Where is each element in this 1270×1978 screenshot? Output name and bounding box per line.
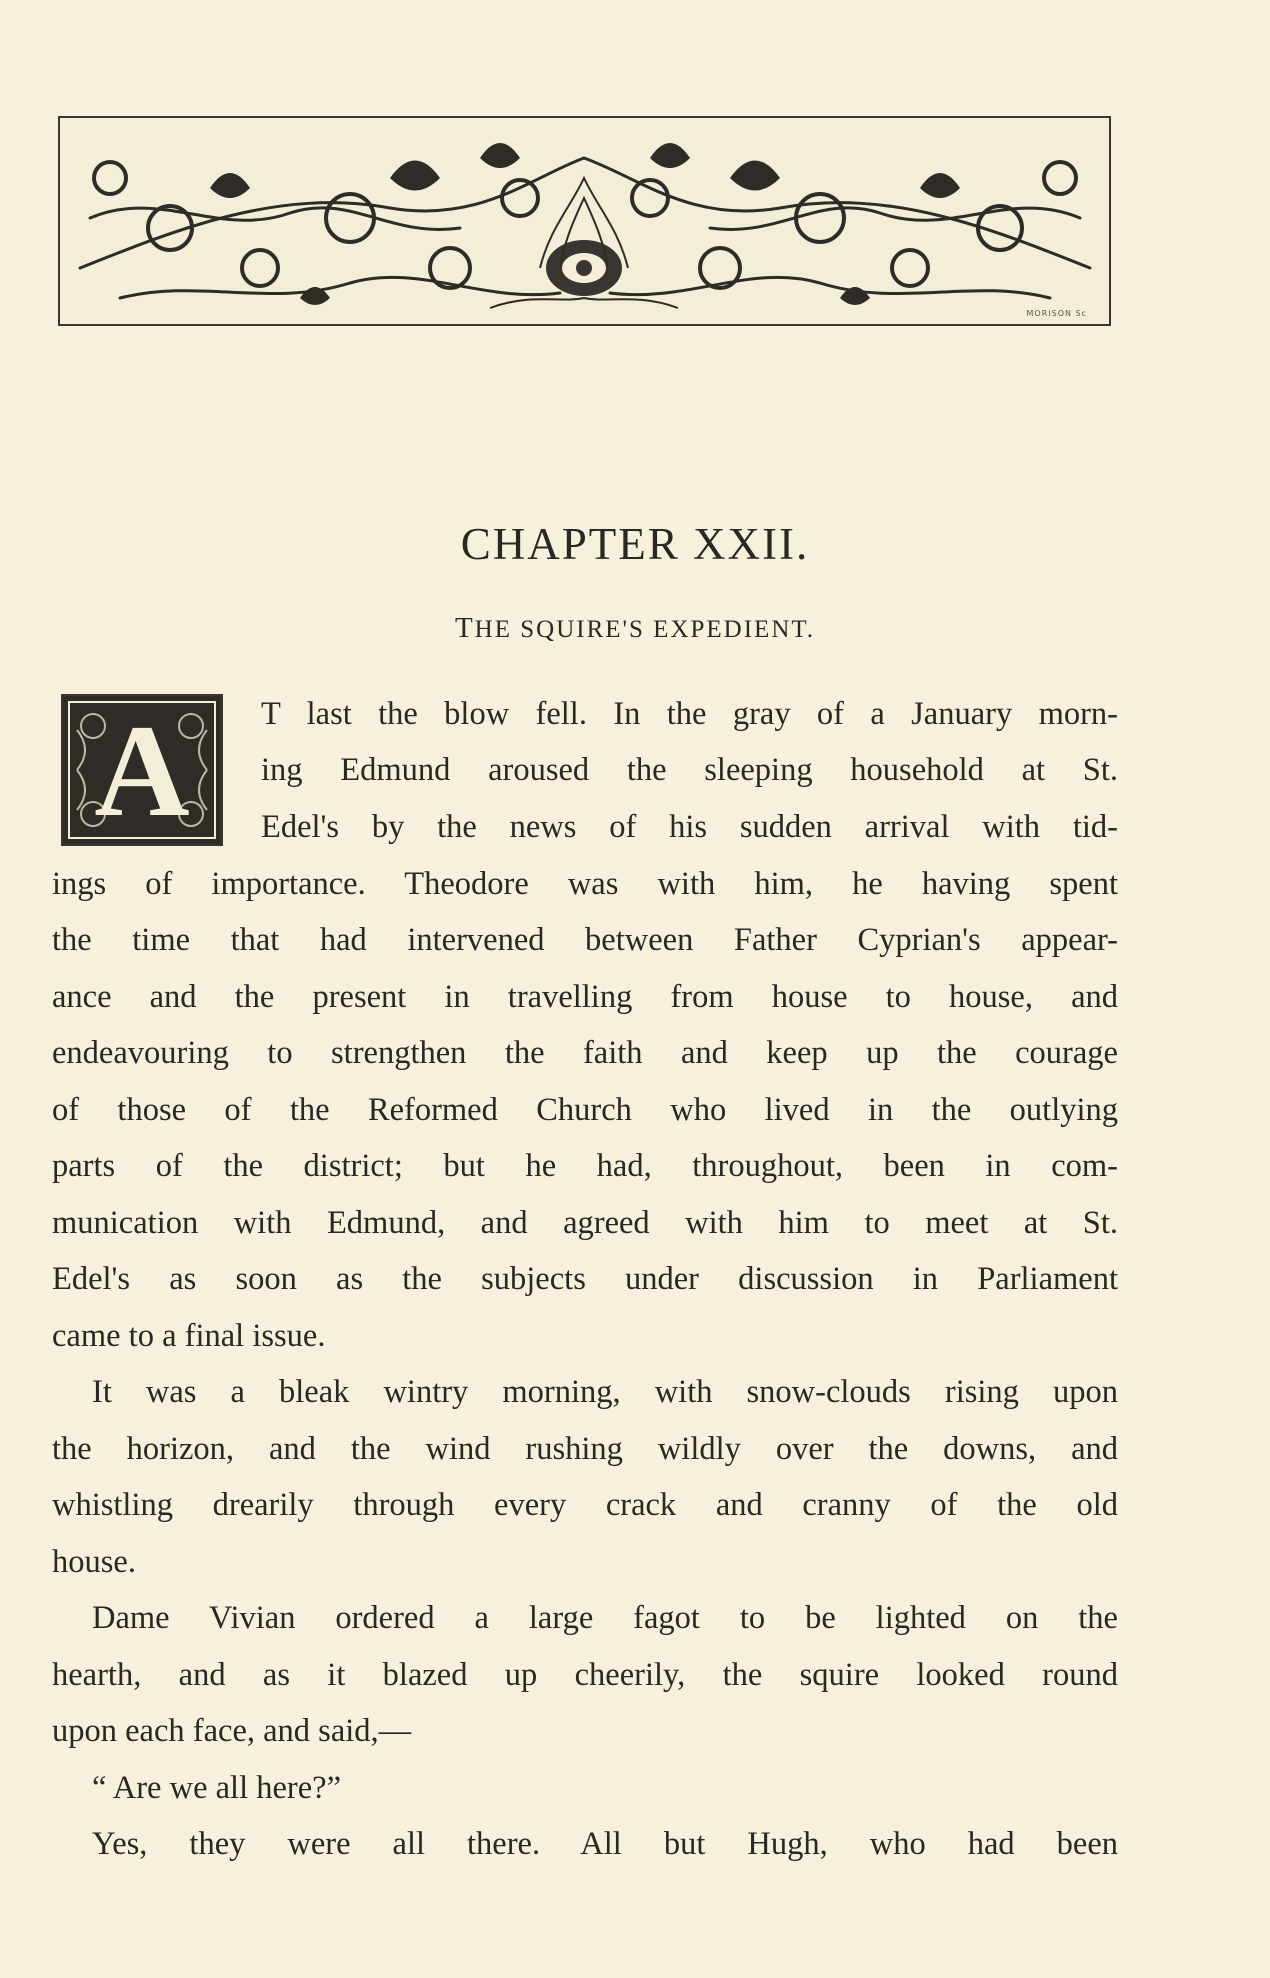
text-line-13: It was a bleak wintry morning, with snow-clouds rising upon <box>92 1374 1118 1410</box>
text-line-5: the time that had intervened between Father Cyprian's appear- <box>52 922 1118 958</box>
text-line-2: ing Edmund aroused the sleeping household at St. <box>261 752 1118 788</box>
text-line-6: ance and the present in travelling from house to house, and <box>52 979 1118 1015</box>
text-line-7: endeavouring to strengthen the faith and keep up the courage <box>52 1035 1118 1071</box>
text-line-19: upon each face, and said,— <box>52 1713 412 1749</box>
decorated-initial <box>61 694 223 846</box>
text-line-8: of those of the Reformed Church who lived in the outlying <box>52 1092 1118 1128</box>
text-line-15: whistling drearily through every crack and cranny of the old <box>52 1487 1118 1523</box>
text-line-11: Edel's as soon as the subjects under discussion in Parliament <box>52 1261 1118 1297</box>
engraver-signature: MORISON Sc <box>1026 309 1087 318</box>
text-line-14: the horizon, and the wind rushing wildly over the downs, and <box>52 1431 1118 1467</box>
text-line-3: Edel's by the news of his sudden arrival with tid- <box>261 809 1118 845</box>
text-line-4: ings of importance. Theodore was with him, he having spent <box>52 866 1118 902</box>
text-line-10: munication with Edmund, and agreed with him to meet at St. <box>52 1205 1118 1241</box>
floral-scroll-ornament-icon <box>60 118 1109 324</box>
text-line-18: hearth, and as it blazed up cheerily, the squire looked round <box>52 1657 1118 1693</box>
text-line-17: Dame Vivian ordered a large fagot to be lighted on the <box>92 1600 1118 1636</box>
text-line-16: house. <box>52 1544 136 1580</box>
text-line-20: “ Are we all here?” <box>92 1770 342 1806</box>
subtitle-rest: HE SQUIRE'S EXPEDIENT. <box>474 616 816 643</box>
text-line-9: parts of the district; but he had, throughout, been in com- <box>52 1148 1118 1184</box>
chapter-title: CHAPTER XXII. <box>460 519 810 569</box>
subtitle-initial: T <box>454 612 475 644</box>
dropcap-letter: A <box>94 697 190 844</box>
text-line-1: T last the blow fell. In the gray of a January morn- <box>261 696 1118 732</box>
text-line-12: came to a final issue. <box>52 1318 326 1354</box>
ornamental-headpiece <box>58 116 1111 326</box>
text-line-21: Yes, they were all there. All but Hugh, who had been <box>92 1826 1118 1862</box>
chapter-subtitle <box>0 612 1270 645</box>
